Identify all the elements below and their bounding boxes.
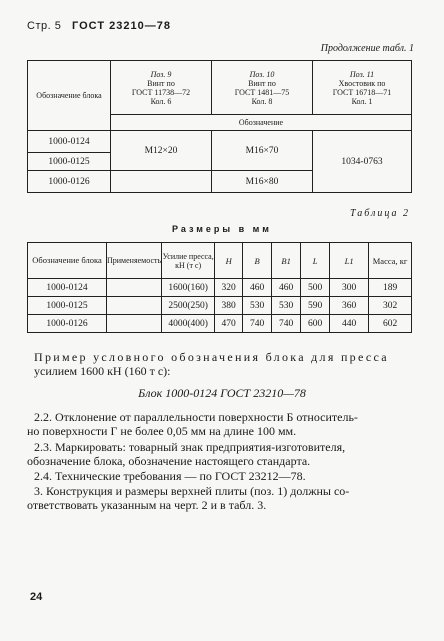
t2-cell: 590 xyxy=(301,297,330,315)
t2-cell: 602 xyxy=(369,315,412,333)
t1-row-1000-0124: 1000-0124 xyxy=(28,131,111,153)
t2-cell xyxy=(107,279,162,297)
t2-cell: 302 xyxy=(369,297,412,315)
table-row xyxy=(28,297,412,315)
t1-col-designation-header: Обозначение блока xyxy=(28,61,111,131)
t1-pos9-empty xyxy=(111,171,212,193)
t2-cell: 460 xyxy=(272,279,301,297)
table-row xyxy=(28,279,412,297)
t2-header-applicability: Применяемость xyxy=(107,243,162,279)
t2-cell: 1000-0126 xyxy=(28,315,107,333)
t2-cell: 740 xyxy=(272,315,301,333)
page-number: 24 xyxy=(30,591,43,603)
t1-pos11-value: 1034-0763 xyxy=(313,131,412,193)
example-line-1: Пример условного обозначения блока для пресса xyxy=(34,350,389,364)
t2-cell: 740 xyxy=(243,315,272,333)
example-code: Блок 1000-0124 ГОСТ 23210—78 xyxy=(138,386,306,400)
t1-pos11-header: Поз. 11 Хвостовик по ГОСТ 16718—71 Кол. 1 xyxy=(313,61,412,115)
page-label: Стр. 5 xyxy=(27,20,62,32)
t2-cell: 500 xyxy=(301,279,330,297)
t2-cell: 1000-0124 xyxy=(28,279,107,297)
table-2-title: Таблица 2 xyxy=(350,208,410,219)
t2-header-designation: Обозначение блока xyxy=(28,243,107,279)
table-row xyxy=(28,315,412,333)
t2-header-b1: B1 xyxy=(272,243,301,279)
t2-header-press-force: Усилие пресса, кН (т с) xyxy=(162,243,215,279)
table-2-units: Размеры в мм xyxy=(172,224,272,234)
t2-cell xyxy=(107,297,162,315)
t2-cell: 470 xyxy=(215,315,243,333)
paragraph-2-3-line-2: обозначение блока, обозначение настоящего стандарта. xyxy=(27,454,311,468)
t1-pos9-value: М12×20 xyxy=(111,131,212,171)
t2-cell: 320 xyxy=(215,279,243,297)
t2-cell xyxy=(107,315,162,333)
t1-pos10-value-1: М16×70 xyxy=(212,131,313,171)
t2-header-l1: L1 xyxy=(330,243,369,279)
paragraph-3-line-1: 3. Конструкция и размеры верхней плиты (поз. 1) должны со- xyxy=(34,484,350,498)
t2-cell: 1600(160) xyxy=(162,279,215,297)
table-continuation-label: Продолжение табл. 1 xyxy=(320,43,414,54)
t1-pos10-value-2: М16×80 xyxy=(212,171,313,193)
table-2 xyxy=(27,242,412,333)
t1-designation-subheader: Обозначение xyxy=(111,115,412,131)
t2-cell: 530 xyxy=(243,297,272,315)
t2-header-mass: Масса, кг xyxy=(369,243,412,279)
t2-header-h: H xyxy=(215,243,243,279)
t2-cell: 440 xyxy=(330,315,369,333)
t2-cell: 300 xyxy=(330,279,369,297)
t2-cell: 530 xyxy=(272,297,301,315)
example-line-2: усилием 1600 кН (160 т с): xyxy=(34,364,171,378)
t2-cell: 360 xyxy=(330,297,369,315)
page-header xyxy=(27,20,171,32)
t1-pos10-header: Поз. 10 Винт по ГОСТ 1481—75 Кол. 8 xyxy=(212,61,313,115)
t2-header-l: L xyxy=(301,243,330,279)
table-1 xyxy=(27,60,412,193)
gost-label: ГОСТ 23210—78 xyxy=(72,20,171,32)
paragraph-2-2-line-1: 2.2. Отклонение от параллельности поверхности Б относитель- xyxy=(34,410,358,424)
t2-cell: 2500(250) xyxy=(162,297,215,315)
t2-cell: 1000-0125 xyxy=(28,297,107,315)
t2-cell: 189 xyxy=(369,279,412,297)
paragraph-2-4: 2.4. Технические требования — по ГОСТ 23212—78. xyxy=(34,469,306,483)
t2-cell: 600 xyxy=(301,315,330,333)
t2-cell: 4000(400) xyxy=(162,315,215,333)
t1-row-1000-0126: 1000-0126 xyxy=(28,171,111,193)
t2-header-b: B xyxy=(243,243,272,279)
paragraph-2-3-line-1: 2.3. Маркировать: товарный знак предприятия-изготовителя, xyxy=(34,440,346,454)
paragraph-2-2-line-2: но поверхности Г не более 0,05 мм на длине 100 мм. xyxy=(27,424,297,438)
t1-row-1000-0125: 1000-0125 xyxy=(28,153,111,171)
t2-cell: 380 xyxy=(215,297,243,315)
t1-pos9-header: Поз. 9 Винт по ГОСТ 11738—72 Кол. 6 xyxy=(111,61,212,115)
t2-cell: 460 xyxy=(243,279,272,297)
paragraph-3-line-2: ответствовать указанным на черт. 2 и в табл. 3. xyxy=(27,498,267,512)
